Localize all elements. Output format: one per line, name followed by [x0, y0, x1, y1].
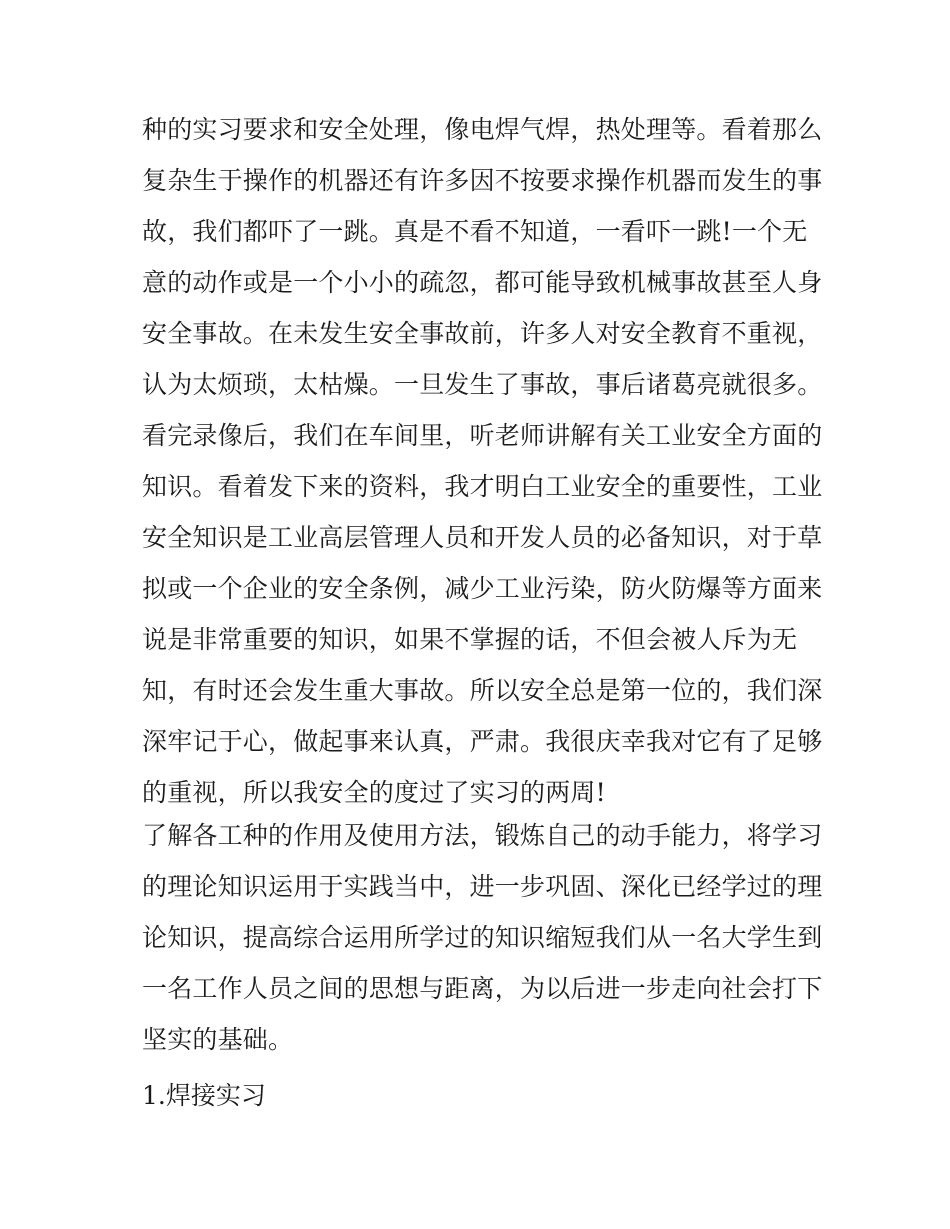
- text-line: 深牢记于心，做起事来认真，严肃。我很庆幸我对它有了足够: [142, 727, 823, 756]
- paragraph-internship-goals: [142, 810, 822, 1065]
- text-line: 安全事故。在未发生安全事故前，许多人对安全教育不重视，: [142, 319, 823, 348]
- text-line: 论知识，提高综合运用所学过的知识缩短我们从一名大学生到: [142, 923, 823, 952]
- section-heading: 1.焊接实习: [142, 1081, 266, 1110]
- text-line: 安全知识是工业高层管理人员和开发人员的必备知识，对于草: [142, 523, 823, 552]
- text-line: 的理论知识运用于实践当中，进一步巩固、深化已经学过的理: [142, 872, 823, 901]
- text-line: 的重视，所以我安全的度过了实习的两周!: [142, 778, 606, 807]
- text-line: 拟或一个企业的安全条例，减少工业污染，防火防爆等方面来: [142, 574, 823, 603]
- text-line: 了解各工种的作用及使用方法，锻炼自己的动手能力，将学习: [142, 821, 823, 850]
- text-line: 一名工作人员之间的思想与距离，为以后进一步走向社会打下: [142, 974, 823, 1003]
- text-line: 知识。看着发下来的资料，我才明白工业安全的重要性，工业: [142, 472, 823, 501]
- text-line: 看完录像后，我们在车间里，听老师讲解有关工业安全方面的: [142, 421, 823, 450]
- text-line: 知，有时还会发生重大事故。所以安全总是第一位的，我们深: [142, 676, 823, 705]
- text-line: 说是非常重要的知识，如果不掌握的话，不但会被人斥为无: [142, 625, 798, 654]
- text-line: 坚实的基础。: [142, 1025, 294, 1054]
- text-line: 种的实习要求和安全处理，像电焊气焊，热处理等。看着那么: [142, 115, 823, 144]
- text-line: 意的动作或是一个小小的疏忽，都可能导致机械事故甚至人身: [142, 268, 823, 297]
- paragraph-safety-training: [142, 104, 822, 818]
- text-line: 故，我们都吓了一跳。真是不看不知道，一看吓一跳!一个无: [142, 217, 808, 246]
- text-line: 复杂生于操作的机器还有许多因不按要求操作机器而发生的事: [142, 166, 823, 195]
- text-line: 认为太烦琐，太枯燥。一旦发生了事故，事后诸葛亮就很多。: [142, 370, 823, 399]
